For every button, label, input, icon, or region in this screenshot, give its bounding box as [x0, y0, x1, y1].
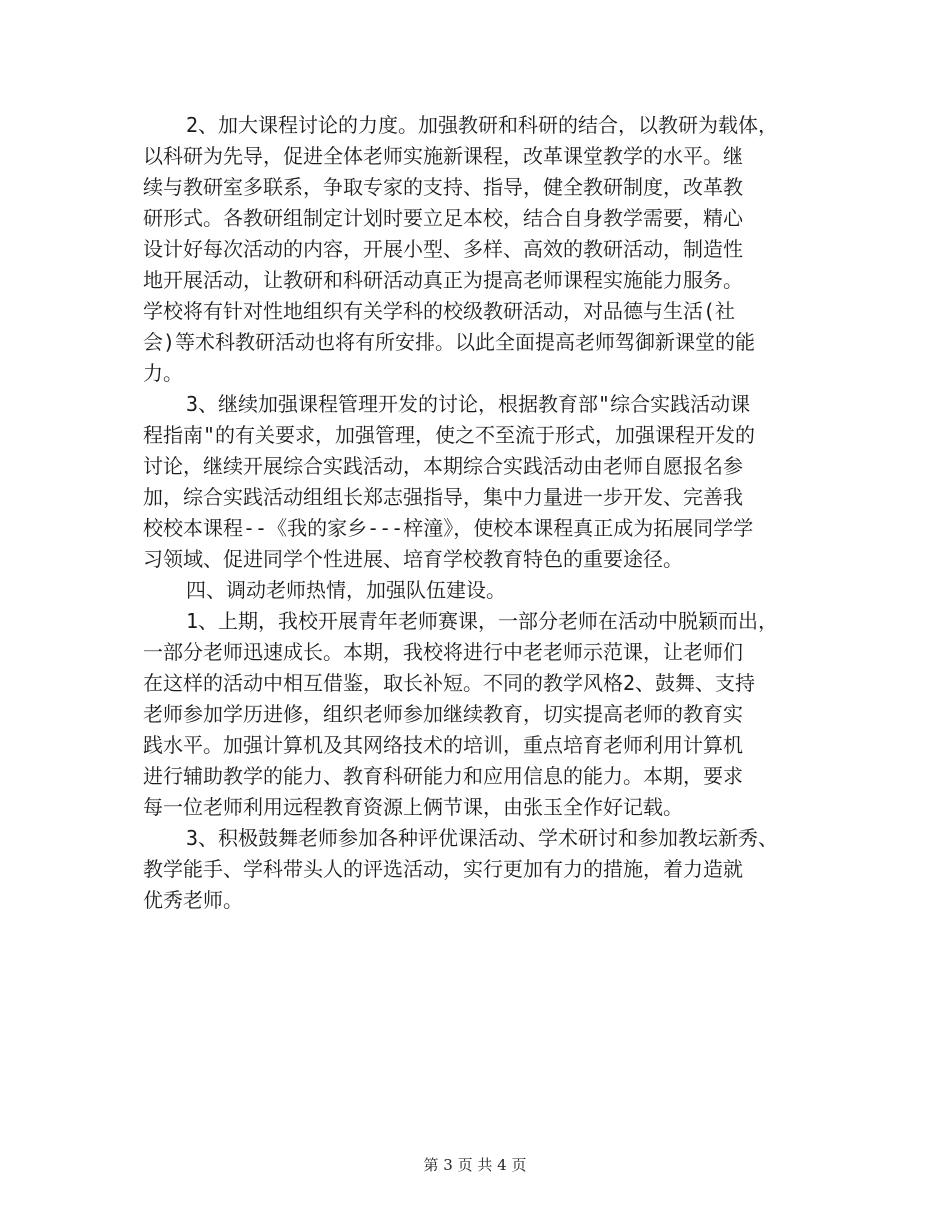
text-line: 优秀老师。 — [143, 888, 243, 912]
text-line: 地开展活动，让教研和科研活动真正为提高老师课程实施能力服务。 — [143, 268, 743, 292]
text-line: 加，综合实践活动组组长郑志强指导，集中力量进一步开发、完善我 — [143, 485, 743, 509]
text-line: 一部分老师迅速成长。本期，我校将进行中老老师示范课，让老师们 — [143, 640, 743, 664]
text-line: 教学能手、学科带头人的评选活动，实行更加有力的措施，着力造就 — [143, 857, 743, 881]
text-line: 会)等术科教研活动也将有所安排。以此全面提高老师驾御新课堂的能 — [143, 330, 756, 354]
text-line: 践水平。加强计算机及其网络技术的培训，重点培育老师利用计算机 — [143, 733, 743, 757]
text-line: 1、上期，我校开展青年老师赛课，一部分老师在活动中脱颖而出， — [186, 609, 779, 633]
text-line: 研形式。各教研组制定计划时要立足本校，结合自身教学需要，精心 — [143, 206, 743, 230]
text-line: 力。 — [143, 361, 183, 385]
text-line: 四、调动老师热情，加强队伍建设。 — [186, 578, 506, 602]
text-line: 以科研为先导，促进全体老师实施新课程，改革课堂教学的水平。继 — [143, 144, 743, 168]
text-line: 3、积极鼓舞老师参加各种评优课活动、学术研讨和参加教坛新秀、 — [186, 826, 779, 850]
text-line: 在这样的活动中相互借鉴，取长补短。不同的教学风格2、鼓舞、支持 — [143, 671, 756, 695]
text-line: 每一位老师利用远程教育资源上俩节课，由张玉全作好记载。 — [143, 795, 683, 819]
text-line: 程指南"的有关要求，加强管理，使之不至流于形式，加强课程开发的 — [143, 423, 756, 447]
text-line: 3、继续加强课程管理开发的讨论，根据教育部"综合实践活动课 — [186, 392, 751, 416]
text-line: 校校本课程--《我的家乡---梓潼》，使校本课程真正成为拓展同学学 — [143, 516, 754, 540]
text-line: 设计好每次活动的内容，开展小型、多样、高效的教研活动，制造性 — [143, 237, 743, 261]
text-line: 2、加大课程讨论的力度。加强教研和科研的结合，以教研为载体， — [186, 113, 779, 137]
page-footer: 第 3 页 共 4 页 — [423, 1156, 527, 1174]
text-line: 进行辅助教学的能力、教育科研能力和应用信息的能力。本期，要求 — [143, 764, 743, 788]
text-line: 老师参加学历进修，组织老师参加继续教育，切实提高老师的教育实 — [143, 702, 743, 726]
text-line: 续与教研室多联系，争取专家的支持、指导，健全教研制度，改革教 — [143, 175, 743, 199]
text-line: 习领域、促进同学个性进展、培育学校教育特色的重要途径。 — [143, 547, 683, 571]
document-body — [143, 110, 833, 916]
text-line: 讨论，继续开展综合实践活动，本期综合实践活动由老师自愿报名参 — [143, 454, 743, 478]
text-line: 学校将有针对性地组织有关学科的校级教研活动，对品德与生活(社 — [143, 299, 736, 323]
